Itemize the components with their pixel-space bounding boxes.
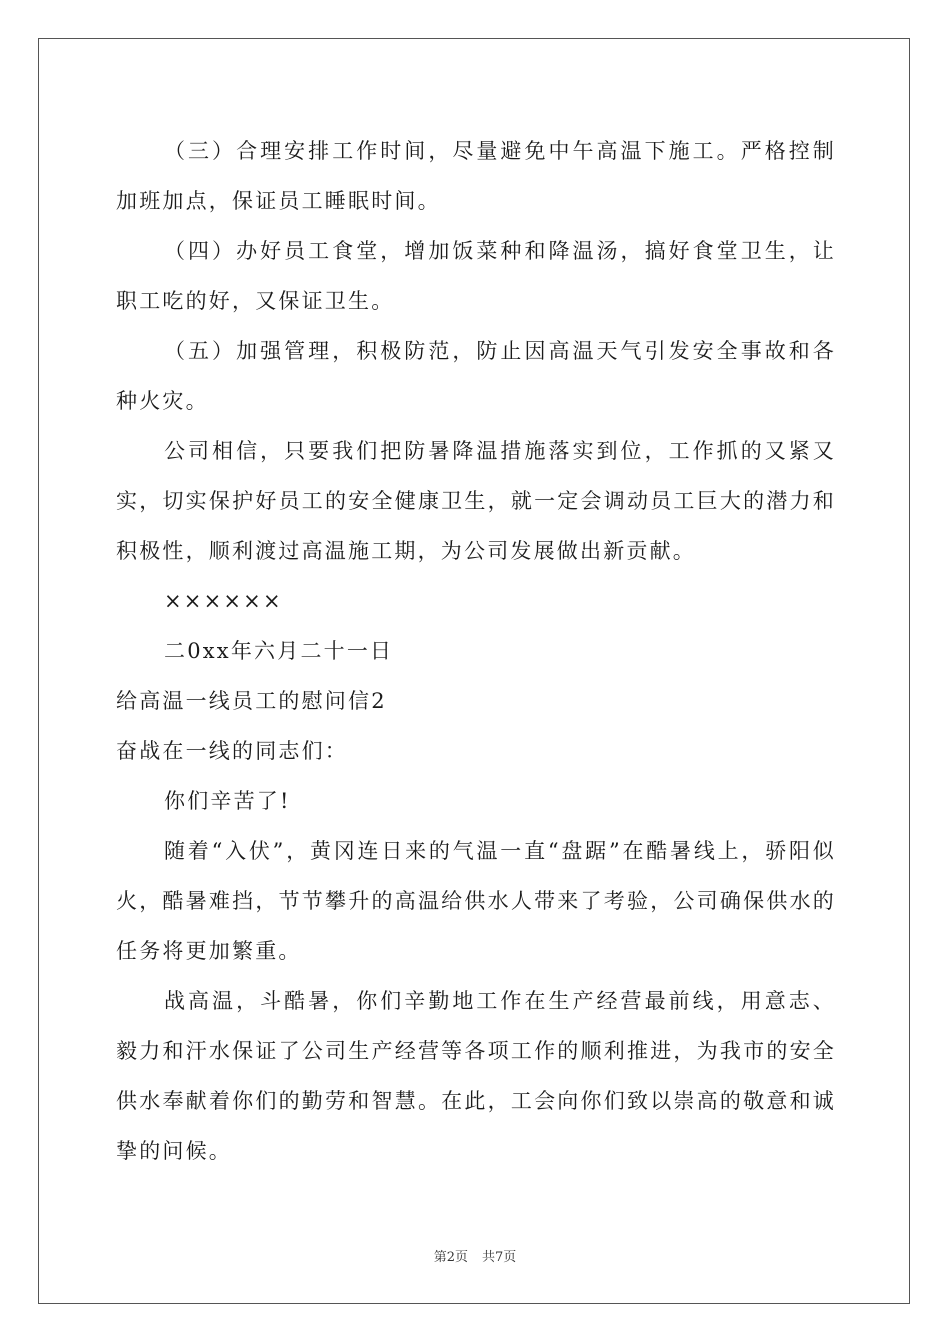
paragraph-conclusion: 公司相信，只要我们把防暑降温措施落实到位，工作抓的又紧又实，切实保护好员工的安全健康卫生，就一定会调动员工巨大的潜力和积极性，顺利渡过高温施工期，为公司发展做出新贡献。 bbox=[116, 439, 836, 563]
paragraph-letter2-1: 随着“入伏”，黄冈连日来的气温一直“盘踞”在酷暑线上，骄阳似火，酷暑难挡，节节攀升的高温给供水人带来了考验，公司确保供水的任务将更加繁重。 bbox=[116, 839, 836, 963]
page-number: 第2页 bbox=[433, 1250, 468, 1265]
paragraph-item-five: （五）加强管理，积极防范，防止因高温天气引发安全事故和各种火灾。 bbox=[116, 339, 836, 413]
greeting: 你们辛苦了! bbox=[164, 789, 291, 813]
paragraph-item-four: （四）办好员工食堂，增加饭菜种和降温汤，搞好食堂卫生，让职工吃的好，又保证卫生。 bbox=[116, 239, 836, 313]
letter-2-title: 给高温一线员工的慰问信2 bbox=[116, 689, 387, 713]
paragraph-letter2-2: 战高温，斗酷暑，你们辛勤地工作在生产经营最前线，用意志、毅力和汗水保证了公司生产经营等各项工作的顺利推进，为我市的安全供水奉献着你们的勤劳和智慧。在此，工会向你们致以崇高的敬意和诚挚的问候。 bbox=[116, 989, 836, 1163]
letter-date: 二0xx年六月二十一日 bbox=[164, 639, 394, 663]
salutation: 奋战在一线的同志们： bbox=[116, 739, 348, 763]
page-footer bbox=[0, 1246, 950, 1265]
paragraph-item-three: （三）合理安排工作时间，尽量避免中午高温下施工。严格控制加班加点，保证员工睡眠时间。 bbox=[116, 139, 836, 213]
document-body bbox=[116, 126, 836, 1176]
signature: ×××××× bbox=[164, 589, 283, 613]
page-total: 共7页 bbox=[482, 1250, 517, 1265]
